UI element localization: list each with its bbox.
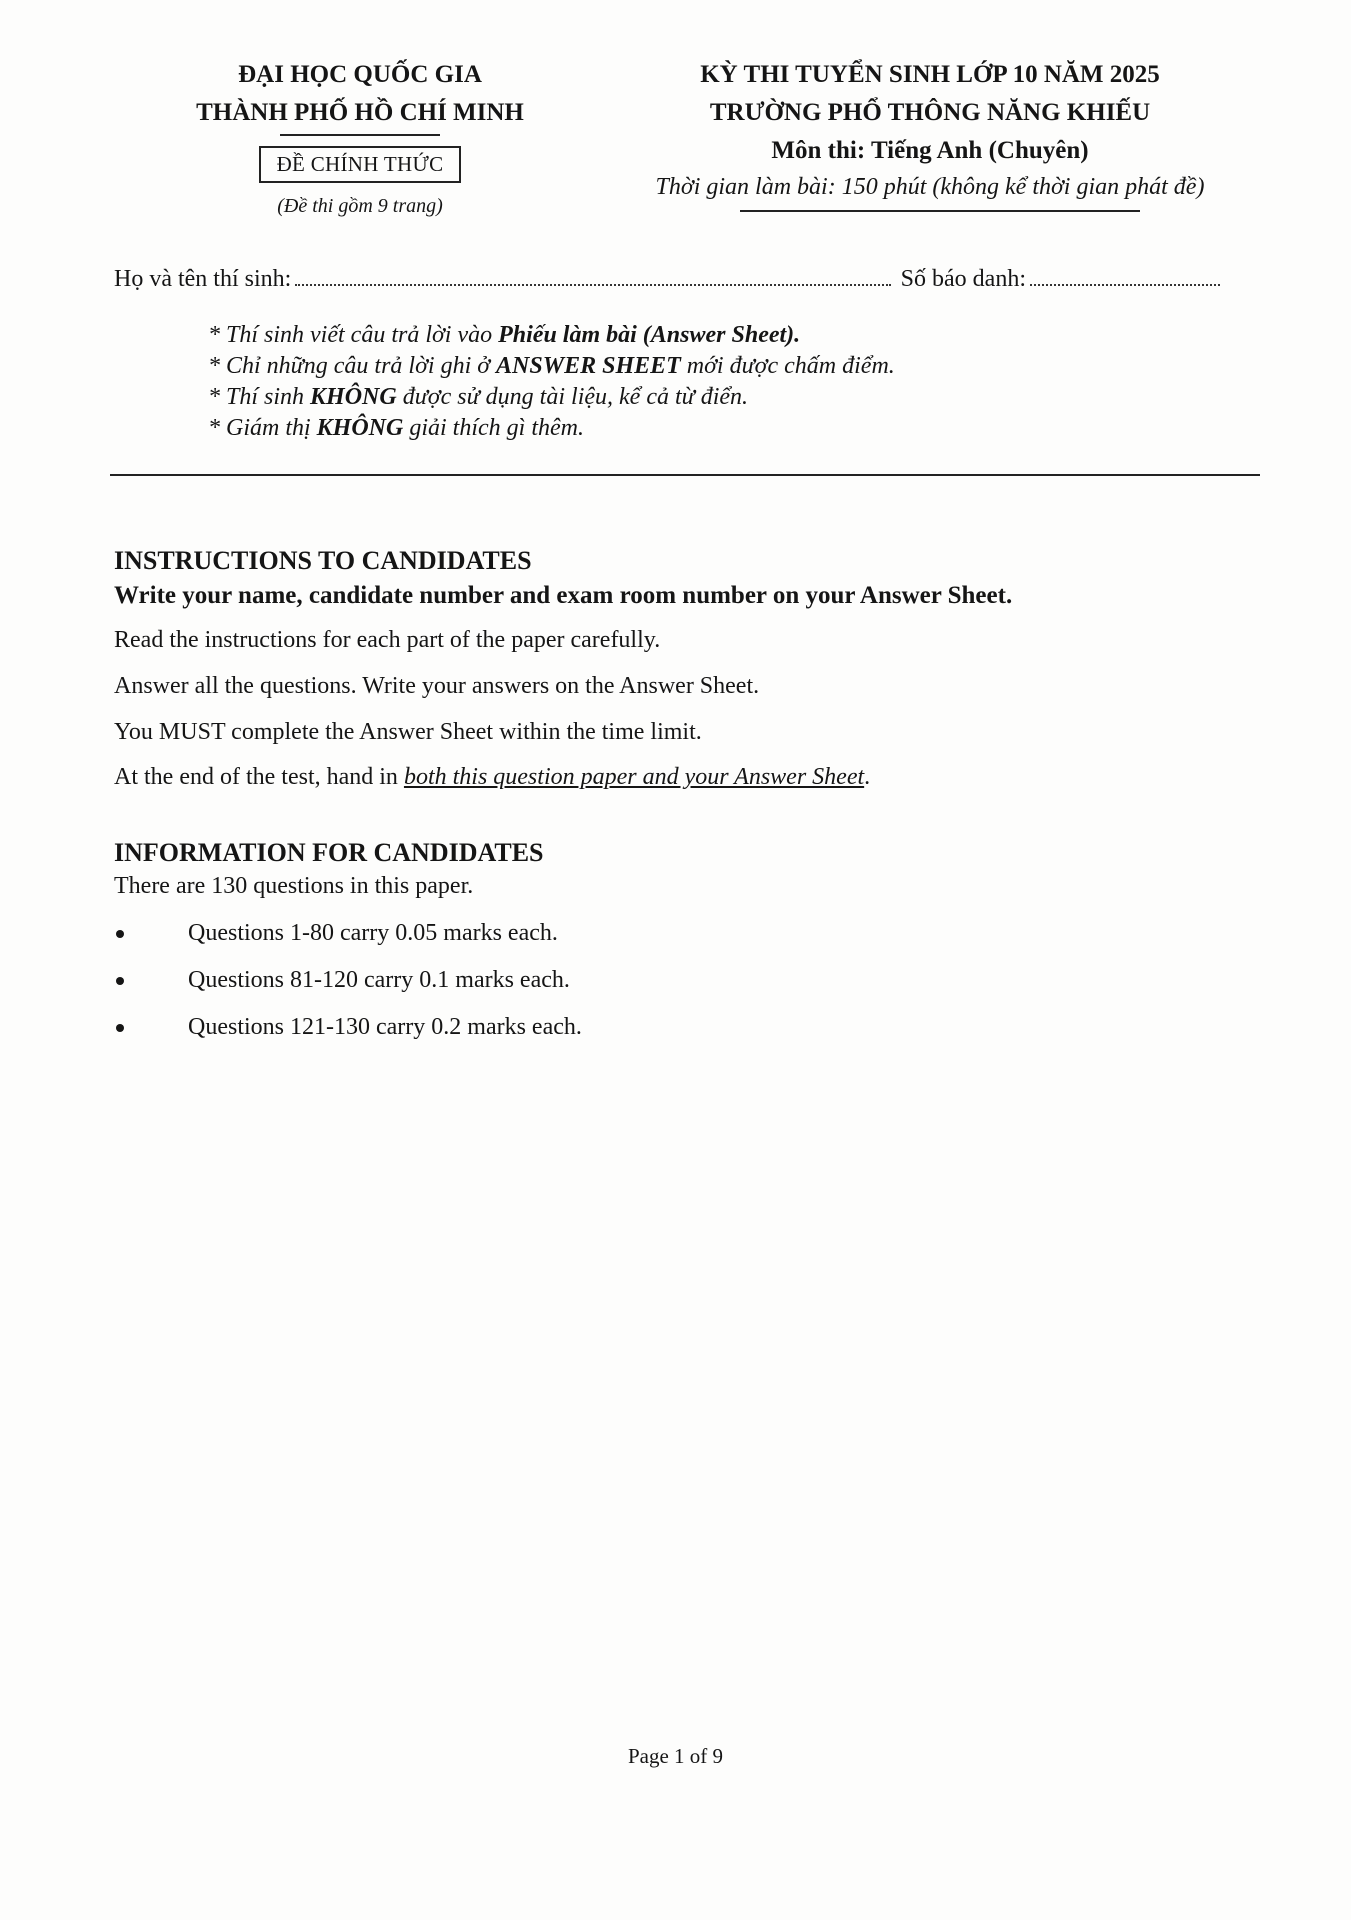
- header-left-separator: [280, 134, 440, 136]
- city-name: THÀNH PHỐ HỒ CHÍ MINH: [196, 99, 524, 126]
- information-intro: There are 130 questions in this paper.: [114, 873, 474, 899]
- information-bullet: Questions 121-130 carry 0.2 marks each.: [114, 1014, 582, 1041]
- bullet-icon: [116, 1024, 124, 1032]
- bullet-icon: [116, 930, 124, 938]
- subject-line: Môn thi: Tiếng Anh (Chuyên): [771, 137, 1089, 164]
- section-divider: [110, 474, 1260, 476]
- official-label-box: ĐỀ CHÍNH THỨC: [259, 146, 462, 183]
- candidate-name-label: Họ và tên thí sinh:: [114, 266, 292, 292]
- university-name: ĐẠI HỌC QUỐC GIA: [238, 61, 482, 88]
- information-bullet: Questions 1-80 carry 0.05 marks each.: [114, 920, 558, 947]
- note-item: * Thí sinh viết câu trả lời vào Phiếu làm bài (Answer Sheet).: [208, 322, 801, 348]
- exam-title: KỲ THI TUYỂN SINH LỚP 10 NĂM 2025: [700, 61, 1160, 88]
- header-left: [170, 56, 550, 218]
- duration-line: Thời gian làm bài: 150 phút (không kể thời gian phát đề): [655, 174, 1205, 200]
- header-right-separator: [740, 210, 1140, 212]
- candidate-notes: [208, 320, 1168, 444]
- candidate-number-label: Số báo danh:: [900, 266, 1026, 292]
- candidate-name-field: [295, 266, 890, 286]
- page-number: Page 1 of 9: [627, 1744, 724, 1768]
- information-title: INFORMATION FOR CANDIDATES: [114, 838, 544, 867]
- note-item: * Giám thị KHÔNG giải thích gì thêm.: [208, 415, 584, 441]
- instruction-line: Write your name, candidate number and exam room number on your Answer Sheet.: [114, 582, 1013, 609]
- note-item: * Chỉ những câu trả lời ghi ở ANSWER SHEET mới được chấm điểm.: [208, 353, 895, 379]
- information-bullet: Questions 81-120 carry 0.1 marks each.: [114, 967, 570, 994]
- instructions-title: INSTRUCTIONS TO CANDIDATES: [114, 546, 532, 575]
- instruction-line: At the end of the test, hand in both this question paper and your Answer Sheet.: [114, 764, 871, 790]
- candidate-info-row: [114, 266, 1224, 293]
- note-item: * Thí sinh KHÔNG được sử dụng tài liệu, kể cả từ điển.: [208, 384, 749, 410]
- instruction-line: Answer all the questions. Write your answers on the Answer Sheet.: [114, 673, 760, 699]
- instruction-line: You MUST complete the Answer Sheet within the time limit.: [114, 719, 702, 745]
- school-name: TRƯỜNG PHỔ THÔNG NĂNG KHIẾU: [709, 99, 1151, 126]
- bullet-icon: [116, 977, 124, 985]
- header-right: [610, 56, 1250, 212]
- instruction-line: Read the instructions for each part of the paper carefully.: [114, 627, 661, 653]
- page-count-note: (Đề thi gồm 9 trang): [277, 195, 443, 217]
- candidate-number-field: [1030, 266, 1220, 286]
